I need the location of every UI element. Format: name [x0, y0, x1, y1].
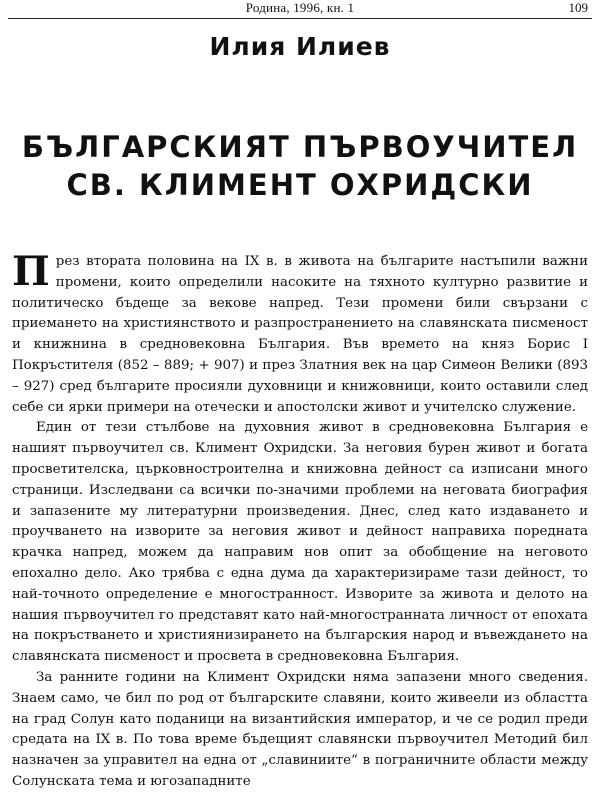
title-line-1: БЪЛГАРСКИЯТ ПЪРВОУЧИТЕЛ: [21, 130, 579, 164]
article-body: [12, 248, 588, 793]
article-title: [0, 128, 600, 204]
page-number: 109: [568, 0, 588, 15]
journal-issue: Родина, 1996, кн. 1: [245, 0, 355, 15]
paragraph-2: Един от тези стълбове на духовния живот в средновековна България е нашият първоучител св. Климент Охридски. За неговия бурен живот и богата просветителска, църковностроителна и книжовна дейност са изписани много страници. Изследвани са всички по-значими проблеми на неговата биография и запазените му литературни произведения. Днес, след като издаването и проучването на изворите за неговия живот и дейност направиха поредната крачка напред, можем да направим нов опит за обобщение на неговото епохално дело. Ако трябва с една дума да характеризираме тази дейност, то най-точното определение е многостранност. Изворите за живота и делото на нашия първоучител го представят като най-многостранната личност от епохата на покръстването и християнизирането на българския народ и въвеждането на славянската писменост и просвета в средновековна България.: [12, 420, 588, 665]
paragraph-1: [12, 248, 588, 418]
drop-cap: П: [12, 248, 50, 295]
article-author: Илия Илиев: [209, 32, 391, 61]
paragraph-3: За ранните години на Климент Охридски няма запазени много сведения. Знаем само, че бил по род от българските славяни, които живеели из областта на град Солун като поданици на византийския император, и че се родил преди средата на IX в. По това време бъдещият славянски първоучител Методий бил назначен за управител на една от „славиниите“ в пограничните области между Солунската тема и югозападните: [12, 669, 588, 789]
paragraph-1-text: рез втората половина на IX в. в живота на българите настъпили важни промени, които определили насоките на тяхното културно развитие и политическо бъдеще за векове напред. Тези промени били свързани с приемането на християнството и разпространението на славянската писменост и книжнина в средновековна България. Във времето на княз Борис I Покръстителя (852 – 889; + 907) и през Златния век на цар Симеон Велики (893 – 927) сред българите просияли духовници и книжовници, които оставили след себе си ярки примери на отечески и апостолски живот и учителско служение.: [12, 254, 588, 415]
title-line-2: СВ. КЛИМЕНТ ОХРИДСКИ: [66, 168, 534, 202]
running-header: [8, 0, 592, 19]
